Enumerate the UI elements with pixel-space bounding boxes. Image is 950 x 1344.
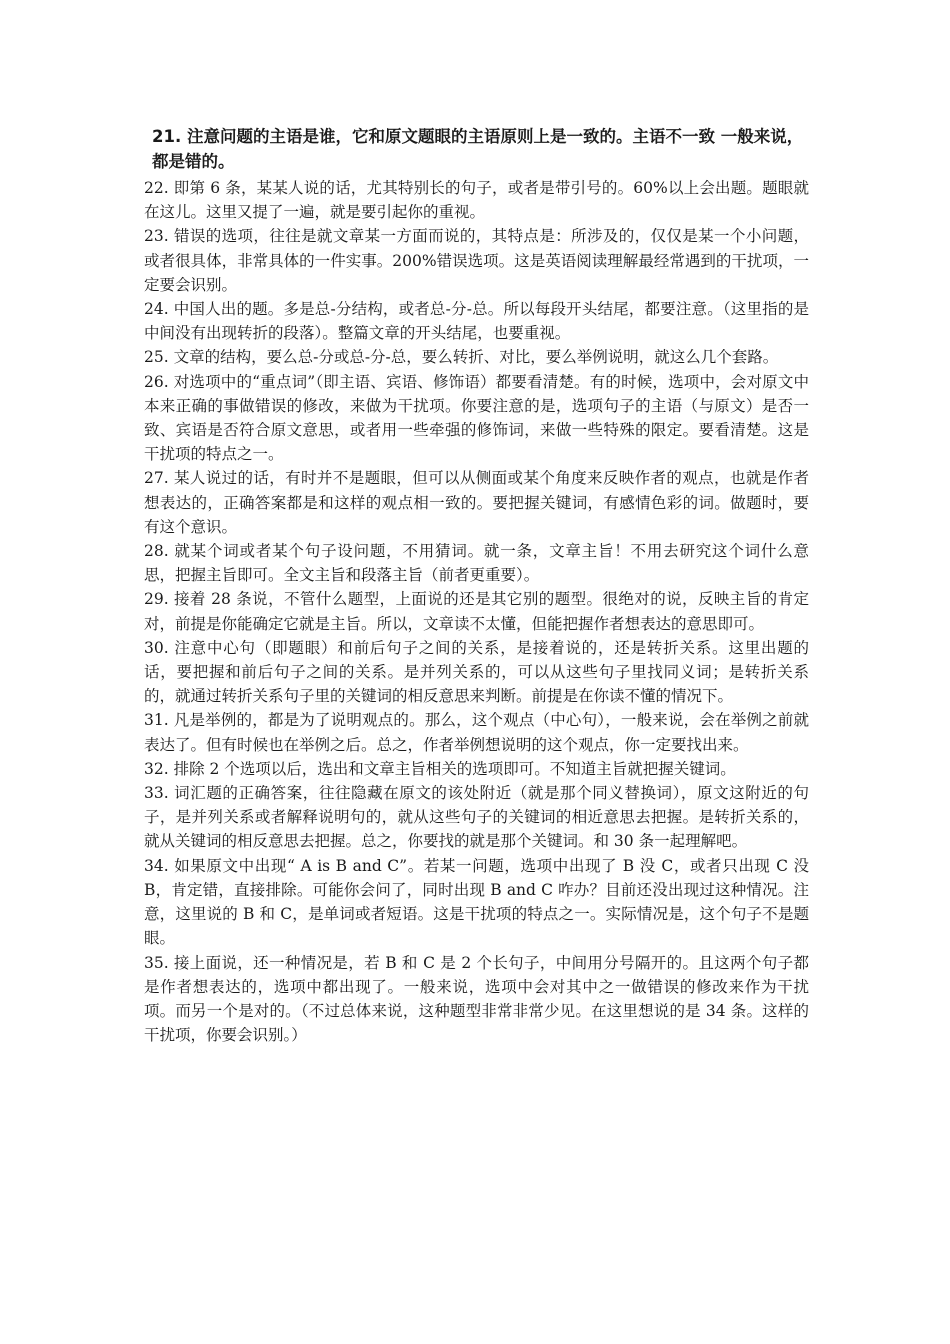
list-item: 22. 即第 6 条，某某人说的话，尤其特别长的句子，或者是带引号的。60%以上会出题。题眼就在这儿。这里又提了一遍，就是要引起你的重视。 bbox=[144, 179, 809, 222]
section-heading: 21. 注意问题的主语是谁，它和原文题眼的主语原则上是一致的。主语不一致 一般来说，都是错的。 bbox=[152, 127, 804, 171]
document-body bbox=[144, 124, 809, 1047]
list-item: 23. 错误的选项，往往是就文章某一方面而说的，其特点是：所涉及的，仅仅是某一个小问题，或者很具体，非常具体的一件实事。200%错误选项。这是英语阅读理解最经常遇到的干扰项，一定要会识别。 bbox=[144, 227, 809, 294]
list-item: 26. 对选项中的“重点词”（即主语、宾语、修饰语）都要看清楚。有的时候，选项中，会对原文中本来正确的事做错误的修改，来做为干扰项。你要注意的是，选项句子的主语（与原文）是否一致、宾语是否符合原文意思，或者用一些牵强的修饰词，来做一些特殊的限定。要看清楚。这是干扰项的特点之一。 bbox=[144, 372, 809, 464]
list-item: 30. 注意中心句（即题眼）和前后句子之间的关系，是接着说的，还是转折关系。这里出题的话，要把握和前后句子之间的关系。是并列关系的，可以从这些句子里找同义词；是转折关系的，就通过转折关系句子里的关键词的相反意思来判断。前提是在你读不懂的情况下。 bbox=[144, 638, 809, 706]
list-item: 27. 某人说过的话，有时并不是题眼，但可以从侧面或某个角度来反映作者的观点，也就是作者想表达的，正确答案都是和这样的观点相一致的。要把握关键词，有感情色彩的词。做题时，要有这个意识。 bbox=[144, 469, 809, 536]
tips-list bbox=[144, 176, 809, 1047]
list-item: 29. 接着 28 条说，不管什么题型，上面说的还是其它别的题型。很绝对的说，反映主旨的肯定对，前提是你能确定它就是主旨。所以，文章读不太懂，但能把握作者想表达的意思即可。 bbox=[144, 590, 809, 633]
list-item: 33. 词汇题的正确答案，往往隐藏在原文的该处附近（就是那个同义替换词），原文这附近的句子，是并列关系或者解释说明句的，就从这些句子的关键词的相近意思去把握。是转折关系的，就从关键词的相反意思去把握。总之，你要找的就是那个关键词。和 30 条一起理解吧。 bbox=[144, 784, 809, 851]
list-item: 24. 中国人出的题。多是总-分结构，或者总-分-总。所以每段开头结尾，都要注意。（这里指的是中间没有出现转折的段落）。整篇文章的开头结尾，也要重视。 bbox=[144, 300, 809, 343]
list-item: 25. 文章的结构，要么总-分或总-分-总，要么转折、对比，要么举例说明，就这么几个套路。 bbox=[144, 348, 779, 367]
list-item: 35. 接上面说，还一种情况是，若 B 和 C 是 2 个长句子，中间用分号隔开的。且这两个句子都是作者想表达的，选项中都出现了。一般来说，选项中会对其中之一做错误的修改来作为干扰项。而另一个是对的。（不过总体来说，这种题型非常非常少见。在这里想说的是 34 条。这样的干扰项，你要会识别。） bbox=[144, 953, 809, 1045]
list-item: 34. 如果原文中出现“ A is B and C”。若某一问题，选项中出现了 B 没 C，或者只出现 C 没 B，肯定错，直接排除。可能你会问了，同时出现 B and C 咋办？目前还没出现过这种情况。注意，这里说的 B 和 C，是单词或者短语。这是干扰项的特点之一。实际情况是，这个句子不是题眼。 bbox=[144, 856, 809, 948]
list-item: 28. 就某个词或者某个句子设问题，不用猜词。就一条，文章主旨！不用去研究这个词什么意思，把握主旨即可。全文主旨和段落主旨（前者更重要）。 bbox=[144, 542, 809, 585]
list-item: 31. 凡是举例的，都是为了说明观点的。那么，这个观点（中心句），一般来说，会在举例之前就表达了。但有时候也在举例之后。总之，作者举例想说明的这个观点，你一定要找出来。 bbox=[144, 711, 809, 754]
list-item: 32. 排除 2 个选项以后，选出和文章主旨相关的选项即可。不知道主旨就把握关键词。 bbox=[144, 759, 736, 778]
